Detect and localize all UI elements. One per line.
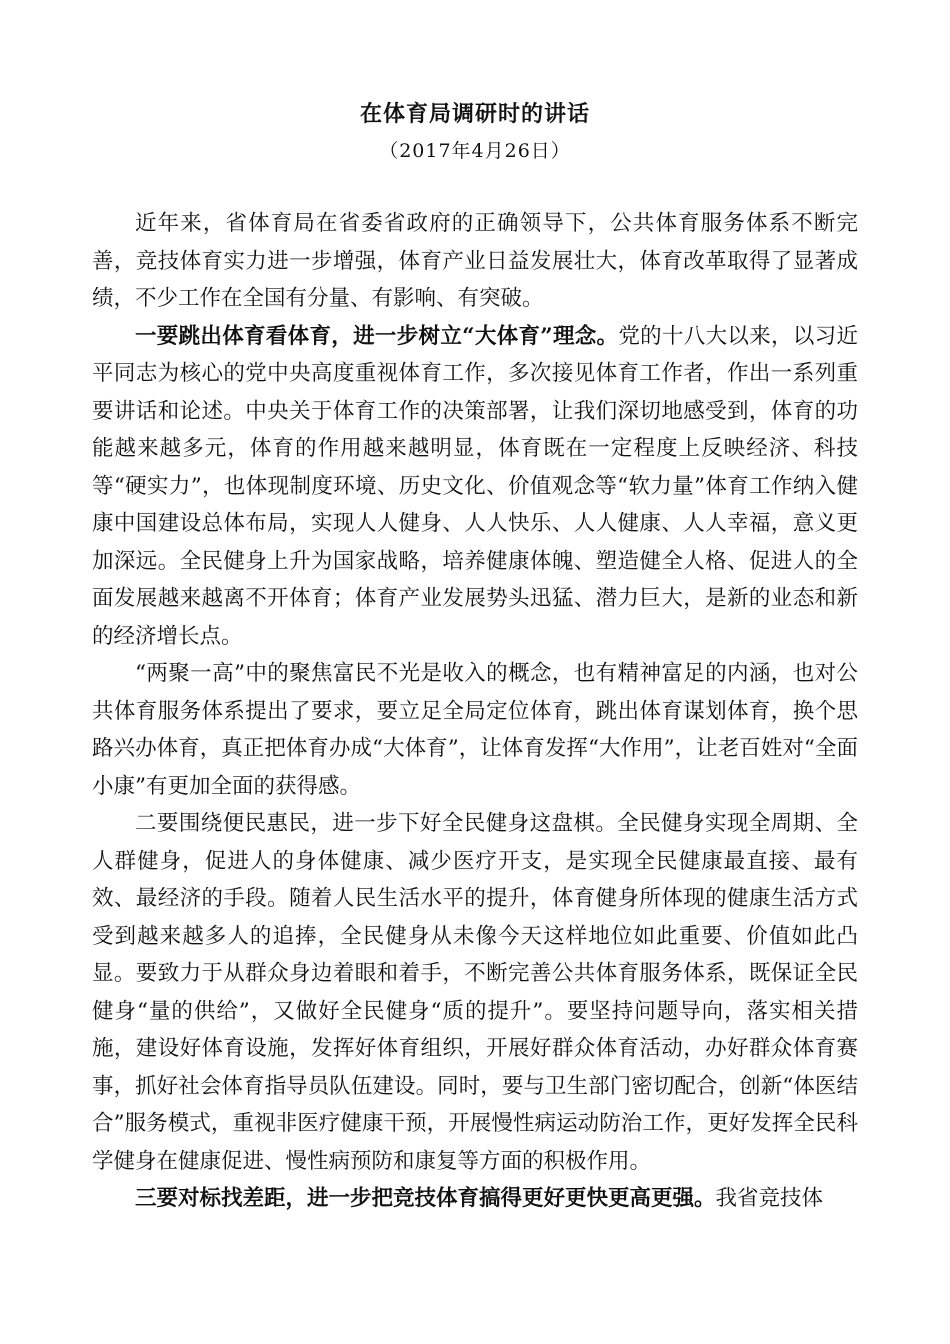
- paragraph-lead: 一要跳出体育看体育，进一步树立“大体育”理念。: [135, 323, 619, 349]
- paragraph: [92, 1180, 858, 1218]
- paragraph: [92, 805, 858, 1180]
- document-date: （2017年4月26日）: [379, 140, 571, 162]
- paragraph-text: 党的十八大以来，以习近平同志为核心的党中央高度重视体育工作，多次接见体育工作者，作出一系列重要讲话和论述。中央关于体育工作的决策部署，让我们深切地感受到，体育的功能越来越多元，体育的作用越来越明显，体育既在一定程度上反映经济、科技等“硬实力”，也体现制度环境、历史文化、价值观念等“软力量”体育工作纳入健康中国建设总体布局，实现人人健身、人人快乐、人人健康、人人幸福，意义更加深远。全民健身上升为国家战略，培养健康体魄、塑造健全人格、促进人的全面发展越来越离不开体育；体育产业发展势头迅猛、潜力巨大，是新的业态和新的经济增长点。: [92, 323, 858, 649]
- paragraph-lead: 三要对标找差距，进一步把竞技体育搞得更好更快更高更强。: [135, 1186, 716, 1211]
- paragraph: [92, 318, 858, 656]
- paragraph: [92, 655, 858, 805]
- paragraph-text: “两聚一高”中的聚焦富民不光是收入的概念，也有精神富足的内涵，也对公共体育服务体系提出了要求，要立足全局定位体育，跳出体育谋划体育，换个思路兴办体育，真正把体育办成“大体育”，让体育发挥“大作用”，让老百姓对“全面小康”有更加全面的获得感。: [92, 661, 858, 799]
- paragraph: [92, 205, 858, 318]
- paragraph-text: 近年来，省体育局在省委省政府的正确领导下，公共体育服务体系不断完善，竞技体育实力进一步增强，体育产业日益发展壮大，体育改革取得了显著成绩，不少工作在全国有分量、有影响、有突破。: [92, 211, 858, 311]
- paragraph-text: 二要围绕便民惠民，进一步下好全民健身这盘棋。全民健身实现全周期、全人群健身，促进人的身体健康、减少医疗开支，是实现全民健康最直接、最有效、最经济的手段。随着人民生活水平的提升，体育健身所体现的健康生活方式受到越来越多人的追捧，全民健身从未像今天这样地位如此重要、价值如此凸显。要致力于从群众身边着眼和着手，不断完善公共体育服务体系，既保证全民健身“量的供给”，又做好全民健身“质的提升”。要坚持问题导向，落实相关措施，建设好体育设施，发挥好体育组织，开展好群众体育活动，办好群众体育赛事，抓好社会体育指导员队伍建设。同时，要与卫生部门密切配合，创新“体医结合”服务模式，重视非医疗健康干预，开展慢性病运动防治工作，更好发挥全民科学健身在健康促进、慢性病预防和康复等方面的积极作用。: [92, 811, 858, 1174]
- document-title: 在体育局调研时的讲话: [359, 101, 590, 127]
- document-body: [92, 205, 858, 1218]
- paragraph-text: 我省竞技体: [715, 1186, 824, 1211]
